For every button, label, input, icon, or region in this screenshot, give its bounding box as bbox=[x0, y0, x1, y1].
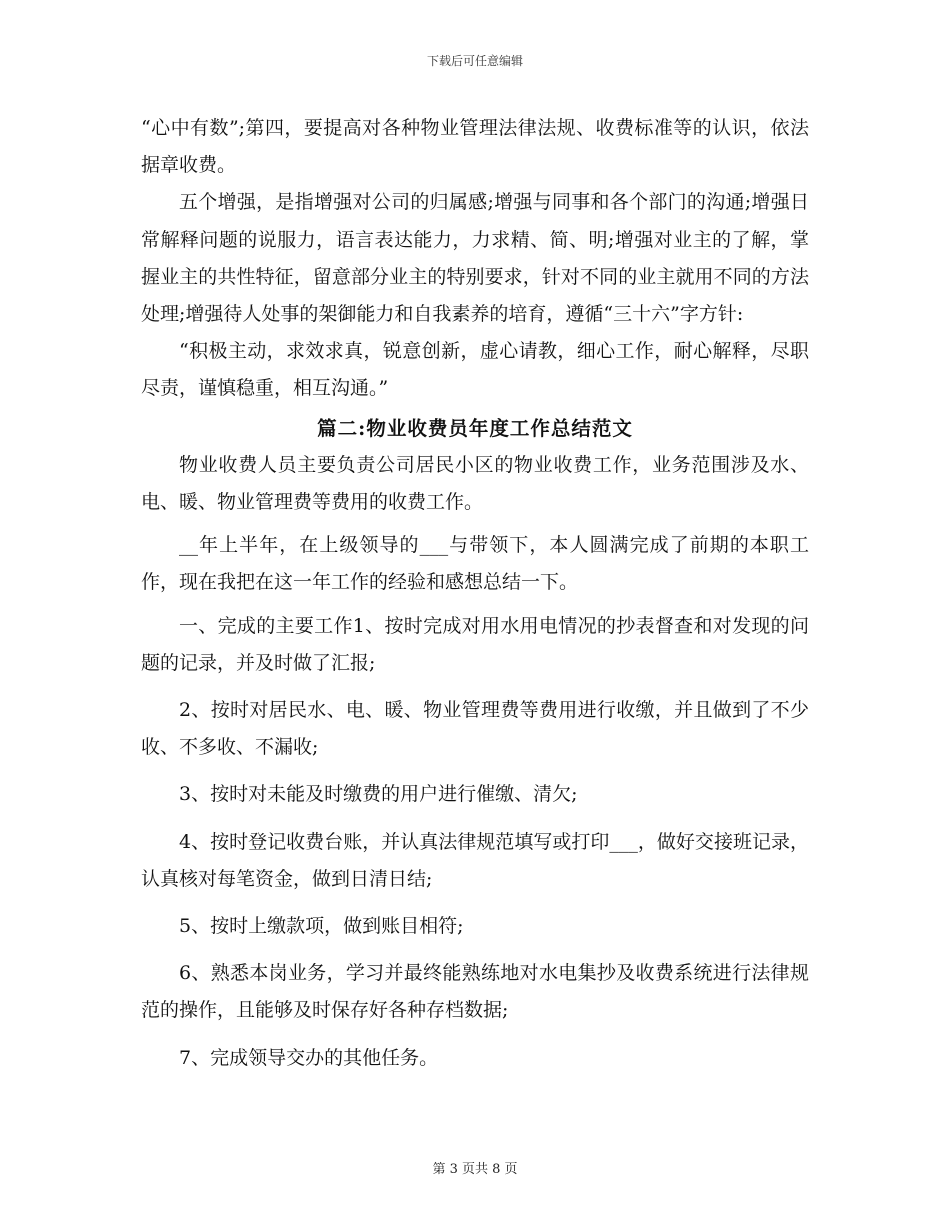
paragraph-intro: 物业收费人员主要负责公司居民小区的物业收费工作，业务范围涉及水、电、暖、物业管理费等费用的收费工作。 bbox=[141, 453, 809, 514]
paragraph-item-7: 7、完成领导交办的其他任务。 bbox=[179, 1046, 439, 1069]
paragraph-half-year: __年上半年，在上级领导的___与带领下，本人圆满完成了前期的本职工作，现在我把在这一年工作的经验和感想总结一下。 bbox=[141, 534, 809, 594]
page-footer: 第 3 页共 8 页 bbox=[432, 1162, 518, 1177]
paragraph-item-4: 4、按时登记收费台账，并认真法律规范填写或打印___，做好交接班记录，认真核对每笔资金，做到日清日结; bbox=[141, 830, 809, 890]
paragraph-item-5: 5、按时上缴款项，做到账目相符; bbox=[179, 915, 464, 938]
paragraph-item-3: 3、按时对未能及时缴费的用户进行催缴、清欠; bbox=[179, 783, 578, 806]
document-body bbox=[141, 110, 809, 1077]
paragraph-continuation: “心中有数”;第四，要提高对各种物业管理法律法规、收费标准等的认识，依法据章收费。 bbox=[141, 117, 809, 177]
page-header: 下载后可任意编辑 bbox=[426, 54, 523, 68]
paragraph-item-2: 2、按时对居民水、电、暖、物业管理费等费用进行收缴，并且做到了不少收、不多收、不漏收; bbox=[141, 699, 809, 759]
paragraph-item-1: 一、完成的主要工作1、按时完成对用水用电情况的抄表督查和对发现的问题的记录，并及时做了汇报; bbox=[141, 614, 809, 674]
paragraph-item-6: 6、熟悉本岗业务，学习并最终能熟练地对水电集抄及收费系统进行法律规范的操作，且能够及时保存好各种存档数据; bbox=[141, 962, 809, 1022]
paragraph-motto: “积极主动，求效求真，锐意创新，虚心请教，细心工作，耐心解释，尽职尽责，谨慎稳重，相互沟通。” bbox=[141, 340, 809, 400]
section-title: 篇二:物业收费员年度工作总结范文 bbox=[317, 416, 633, 440]
paragraph-five-strengthens: 五个增强，是指增强对公司的归属感;增强与同事和各个部门的沟通;增强日常解释问题的说服力，语言表达能力，力求精、简、明;增强对业主的了解，掌握业主的共性特征，留意部分业主的特别要求，针对不同的业主就用不同的方法处理;增强待人处事的架御能力和自我素养的培育，遵循“三十六”字方针: bbox=[141, 191, 809, 326]
